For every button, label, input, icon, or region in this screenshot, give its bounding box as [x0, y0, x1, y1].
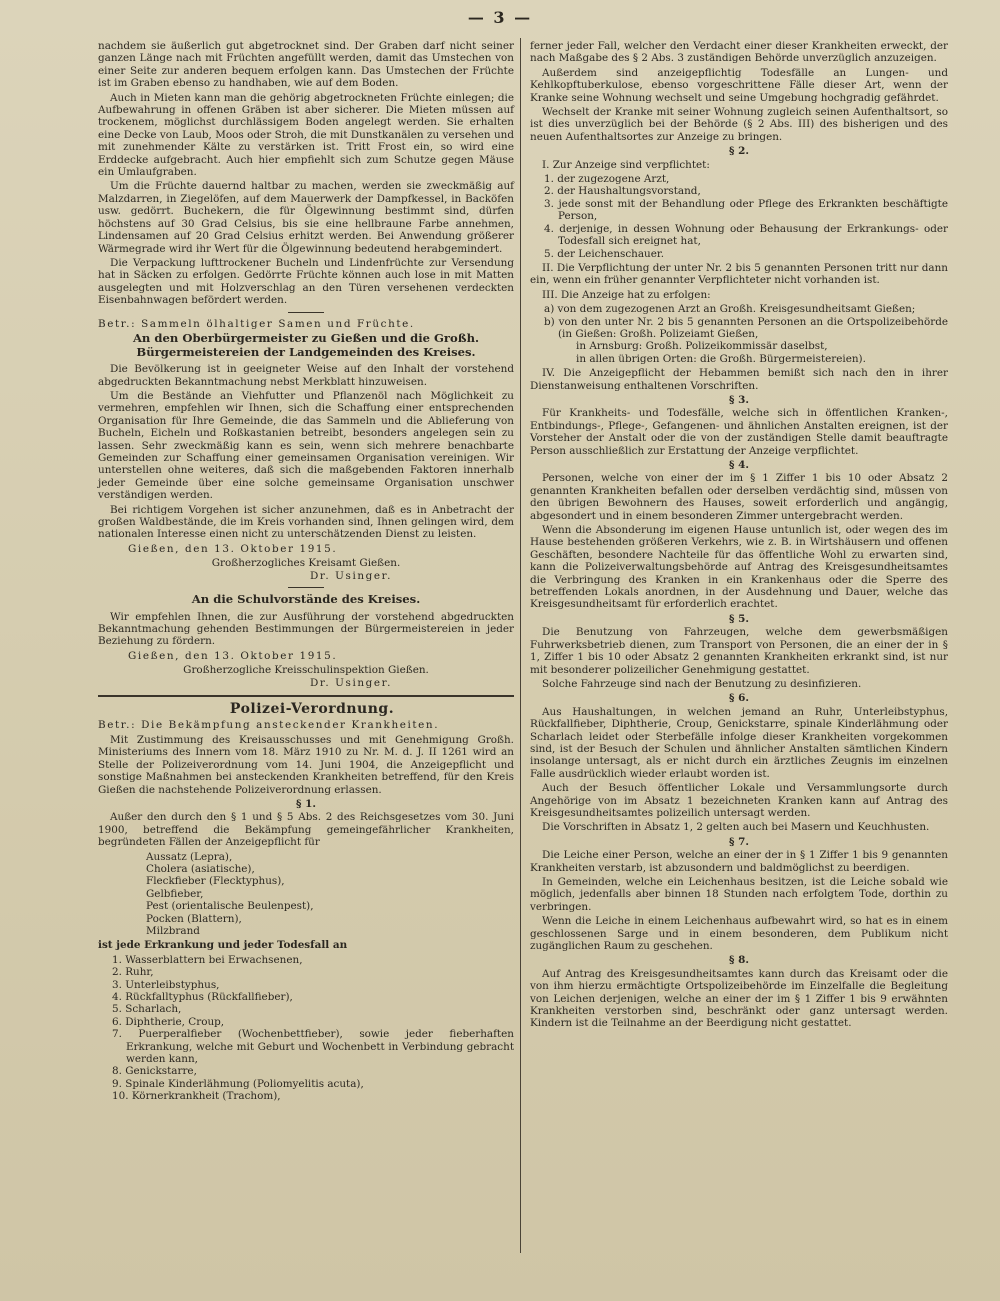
right-column — [530, 40, 948, 1032]
section-number: § 4. — [729, 459, 749, 471]
section-number: § 7. — [729, 835, 749, 848]
paragraph: Um die Bestände an Viehfutter und Pflanzenöl nach Möglichkeit zu vermehren, empfehlen wir Ihnen, sich die Schaffung einer entsprechenden Organisation für Ihre Gemeinde, die das Sammeln und die Ablieferung von Bucheln, Eicheln und Roßkastanien betreibt, besonders angelegen sein zu lassen. Sehr zweckmäßig kann es sein, wenn sich mehrere benachbarte Gemeinden zur Schaffung einer gemeinsamen Organisation vereinigen. Wir unterstellen ohne weiteres, daß sich die maßgebenden Faktoren innerhalb jeder Gemeinde über eine solche gemeinsame Organisation unschwer verständigen werden. — [98, 389, 514, 502]
list-item: 8. Genickstarre, — [112, 1065, 197, 1078]
list-item: Milzbrand — [146, 924, 200, 937]
section-heading: An die Schulvorstände des Kreises. — [191, 592, 421, 607]
reporting-list — [530, 303, 948, 365]
section-number: § 6. — [729, 692, 749, 705]
section-number: § 8. — [729, 954, 749, 967]
signature: Dr. Usinger. — [310, 676, 392, 689]
list-item: 4. Rückfalltyphus (Rückfallfieber), — [112, 991, 293, 1003]
paragraph: Wechselt der Kranke mit seiner Wohnung zugleich seinen Aufenthaltsort, so ist dies unverzüglich bei der Behörde (§ 2 Abs. III) des bisherigen und des neuen Aufenthaltsortes zur Anzeige zu bringen. — [530, 106, 948, 143]
separator-rule — [98, 695, 514, 697]
list-item: 3. Unterleibstyphus, — [112, 978, 220, 991]
paragraph: Wenn die Absonderung im eigenen Hause untunlich ist, oder wegen des im Hause bestehenden größeren Verkehrs, wie z. B. in Wirtshäusern und offenen Geschäften, besondere Nachteile für das öffentliche Wohl zu erwarten sind, kann die Polizeiverwaltungsbehörde auf Antrag des Kreisgesundheitsamtes die Verbringung des Kranken in ein Krankenhaus oder die Sperre des betreffenden Lokals anordnen, in der Ausdehnung und Dauer, welche das Kreisgesundheitsamt für erforderlich erachtet. — [530, 524, 948, 611]
date-line: Gießen, den 13. Oktober 1915. — [128, 542, 338, 555]
paragraph: Solche Fahrzeuge sind nach der Benutzung zu desinfizieren. — [542, 677, 862, 690]
paragraph: I. Zur Anzeige sind verpflichtet: — [542, 158, 710, 171]
list-item: Pocken (Blattern), — [146, 912, 242, 925]
paragraph: Auf Antrag des Kreisgesundheitsamtes kann durch das Kreisamt oder die von ihm hierzu ermächtigte Ortspolizeibehörde im Einzelfalle die Begleitung von Leichen derjenigen, welche an einer der im § 1 Ziffer 1 bis 9 erwähnten Krankheiten verstorben sind, beschränkt oder ganz untersagt werden. Kindern ist die Teilnahme an der Beerdigung nicht gestattet. — [530, 967, 948, 1030]
authority-line: Großherzogliche Kreisschulinspektion Gießen. — [183, 664, 429, 677]
list-item: 2. der Haushaltungsvorstand, — [544, 185, 701, 198]
section-heading: An den Oberbürgermeister zu Gießen und die Großh. Bürgermeistereien der Landgemeinden des Kreises. — [132, 330, 480, 359]
separator-rule — [288, 312, 324, 313]
paragraph: Personen, welche von einer der im § 1 Ziffer 1 bis 10 oder Absatz 2 genannten Krankheiten befallen oder derselben verdächtig sind, müssen von den übrigen Bewohnern des Hauses, soweit erforderlich und angängig, abgesondert und in einem besonderen Zimmer untergebracht werden. — [530, 472, 948, 522]
list-item: 5. Scharlach, — [112, 1003, 182, 1016]
paragraph: Die Leiche einer Person, welche an einer der in § 1 Ziffer 1 bis 9 genannten Krankheiten verstarb, ist abzusondern und baldmöglichst zu beerdigen. — [530, 849, 948, 874]
list-item: in Arnsburg: Großh. Polizeikommissär daselbst, — [576, 340, 828, 353]
list-item: 3. jede sonst mit der Behandlung oder Pflege des Erkrankten beschäftigte Person, — [544, 197, 948, 223]
section-number: § 5. — [729, 612, 749, 625]
left-column — [98, 40, 514, 1105]
list-item: Aussatz (Lepra), — [146, 850, 233, 863]
paragraph: II. Die Verpflichtung der unter Nr. 2 bis 5 genannten Personen tritt nur dann ein, wenn ein früher genannter Verpflichteter nicht vorhanden ist. — [530, 261, 948, 287]
list-item: a) von dem zugezogenen Arzt an Großh. Kreisgesundheitsamt Gießen; — [544, 303, 916, 316]
obligated-persons-list — [530, 173, 948, 260]
paragraph: Die Benutzung von Fahrzeugen, welche dem gewerbsmäßigen Fuhrwerksbetrieb dienen, zum Transport von Personen, die an einer der in § 1, Ziffer 1 bis 10 oder Absatz 2 genannten Krankheiten erkrankt sind, ist nur mit besonderer polizeilicher Genehmigung gestattet. — [530, 626, 948, 676]
disease-list — [98, 851, 514, 938]
section-number: § 3. — [729, 393, 749, 406]
signature: Dr. Usinger. — [310, 569, 392, 582]
paragraph: Wir empfehlen Ihnen, die zur Ausführung der vorstehend abgedruckten Bekanntmachung gehenden Bestimmungen der Bürgermeistereien in jeder Beziehung zu fördern. — [98, 610, 514, 648]
list-item: Fleckfieber (Flecktyphus), — [146, 875, 285, 888]
paragraph: Auch in Mieten kann man die gehörig abgetrockneten Früchte einlegen; die Aufbewahrung in offenen Gräben ist aber sicherer. Die Mieten müssen auf trockenem, möglichst durchlässigem Boden angelegt werden. Sie erhalten eine Decke von Laub, Moos oder Stroh, die mit Dunstkanälen zu versehen und mit zunehmender Kälte zu verstärken ist. Tritt Frost ein, so wird eine Erddecke aufgebracht. Auch hier empfiehlt sich zum Schutze gegen Mäuse ein Umlaufgraben. — [98, 91, 514, 179]
list-item: in allen übrigen Orten: die Großh. Bürgermeistereien). — [576, 352, 866, 365]
paragraph: Bei richtigem Vorgehen ist sicher anzunehmen, daß es in Anbetracht der großen Waldbestände, die im Kreis vorhanden sind, Ihnen gelingen wird, dem nationalen Interesse einen nicht zu unterschätzenden Dienst zu leisten. — [98, 503, 514, 541]
paragraph: Auch der Besuch öffentlicher Lokale und Versammlungsorte durch Angehörige von im Absatz 1 bezeichneten Kranken kann auf Antrag des Kreisgesundheitsamtes polizeilich untersagt werden. — [530, 782, 948, 819]
subject-line: Betr.: Die Bekämpfung ansteckender Krankheiten. — [98, 719, 440, 732]
date-line: Gießen, den 13. Oktober 1915. — [128, 649, 338, 662]
section-number: § 1. — [296, 797, 316, 810]
list-item: 4. derjenige, in dessen Wohnung oder Behausung der Erkrankungs- oder Todesfall sich ereignet hat, — [544, 222, 948, 248]
ordinance-title: Polizei-Verordnung. — [229, 701, 395, 718]
list-item: Pest (orientalische Beulenpest), — [146, 900, 314, 913]
paragraph: Die Verpackung lufttrockener Bucheln und Lindenfrüchte zur Versendung hat in Säcken zu erfolgen. Gedörrte Früchte können auch lose in mit Matten ausgelegten und mit Holzverschlag an den Türen versehenen verdeckten Eisenbahnwagen befördert werden. — [98, 256, 514, 307]
list-item: 7. Puerperalfieber (Wochenbettfieber), sowie jeder fieberhaften Erkrankung, welche mit Geburt und Wochenbett in Verbindung gebracht werden kann, — [112, 1028, 514, 1066]
list-item: 9. Spinale Kinderlähmung (Poliomyelitis acuta), — [112, 1077, 364, 1090]
paragraph: Mit Zustimmung des Kreisausschusses und mit Genehmigung Großh. Ministeriums des Innern vom 18. März 1910 zu Nr. M. d. J. II 1261 wird an Stelle der Polizeiverordnung vom 14. Juni 1904, die Anzeigepflicht und sonstige Maßnahmen bei ansteckenden Krankheiten betreffend, für den Kreis Gießen die nachstehende Polizeiverordnung erlassen. — [98, 733, 514, 796]
paragraph: Die Bevölkerung ist in geeigneter Weise auf den Inhalt der vorstehend abgedruckten Bekanntmachung nebst Merkblatt hinzuweisen. — [98, 363, 514, 388]
list-item: Cholera (asiatische), — [146, 862, 255, 875]
list-item: b) von den unter Nr. 2 bis 5 genannten Personen an die Ortspolizeibehörde (in Gießen: Großh. Polizeiamt Gießen, — [544, 315, 948, 340]
list-item: 6. Diphtherie, Croup, — [112, 1015, 225, 1028]
paragraph: ferner jeder Fall, welcher den Verdacht einer dieser Krankheiten erweckt, der nach Maßgabe des § 2 Abs. 3 zuständigen Behörde unverzüglich anzuzeigen. — [530, 40, 948, 65]
paragraph: nachdem sie äußerlich gut abgetrocknet sind. Der Graben darf nicht seiner ganzen Länge nach mit Früchten angefüllt werden, damit das Umstechen von einer Seite zur anderen bequem erfolgen kann. Das Umstechen der Früchte ist im Graben ebenso zu handhaben, wie auf dem Boden. — [98, 40, 514, 90]
list-item: 5. der Leichenschauer. — [544, 247, 665, 260]
paragraph: In Gemeinden, welche ein Leichenhaus besitzen, ist die Leiche sobald wie möglich, jedenfalls aber binnen 18 Stunden nach erfolgtem Tode, dorthin zu verbringen. — [530, 876, 948, 913]
section-number: § 2. — [729, 145, 749, 158]
list-item: 10. Körnerkrankheit (Trachom), — [112, 1090, 281, 1103]
list-item: Gelbfieber, — [146, 887, 204, 900]
paragraph: Die Vorschriften in Absatz 1, 2 gelten auch bei Masern und Keuchhusten. — [542, 821, 930, 834]
column-divider — [520, 38, 521, 1253]
list-item: 1. der zugezogene Arzt, — [544, 173, 670, 186]
paragraph: Für Krankheits- und Todesfälle, welche sich in öffentlichen Kranken-, Entbindungs-, Pflege-, Gefangenen- und ähnlichen Anstalten ereignen, ist der Vorsteher der Anstalt oder die von der zuständigen Stelle damit beauftragte Person ausschließlich zur Erstattung der Anzeige verpflichtet. — [530, 407, 948, 457]
paragraph: Außerdem sind anzeigepflichtig Todesfälle an Lungen- und Kehlkopftuberkulose, ebenso vorgeschrittene Fälle dieser Art, wenn der Kranke seine Wohnung wechselt und seine Umgebung hochgradig gefährdet. — [530, 66, 948, 104]
paragraph: Wenn die Leiche in einem Leichenhaus aufbewahrt wird, so hat es in einem geschlossenen Sarge und in einem besonderen, dem Publikum nicht zugänglichen Raum zu geschehen. — [530, 915, 948, 953]
paragraph: Um die Früchte dauernd haltbar zu machen, werden sie zweckmäßig auf Malzdarren, in Ziegelöfen, auf dem Mauerwerk der Dampfkessel, in Backöfen usw. gedörrt. Buchekern, die für Ölgewinnung bestimmt sind, dürfen höchstens auf 30 Grad Celsius, bis sie eine hellbraune Farbe annehmen, Lindensamen auf 20 Grad Celsius erhitzt werden. Bei Anwendung größerer Wärmegrade wird ihr Wert für die Ölgewinnung bedeutend herabgemindert. — [98, 180, 514, 255]
notifiable-disease-list — [98, 954, 514, 1103]
authority-line: Großherzogliches Kreisamt Gießen. — [211, 557, 401, 570]
paragraph: IV. Die Anzeigepflicht der Hebammen bemißt sich nach den in ihrer Dienstanweisung enthaltenen Vorschriften. — [530, 367, 948, 392]
subject-line: Betr.: Sammeln ölhaltiger Samen und Früchte. — [98, 317, 415, 330]
paragraph: Aus Haushaltungen, in welchen jemand an Ruhr, Unterleibstyphus, Rückfallfieber, Diphtherie, Croup, Genickstarre, spinale Kinderlähmung oder Scharlach leidet oder Sterbefälle infolge dieser Krankheiten vorgekommen sind, ist der Besuch der Schulen und ähnlicher Anstalten sämtlichen Kindern insolange untersagt, als er nicht durch ein ärztliches Zeugnis im einzelnen Falle ausdrücklich wieder erlaubt worden ist. — [530, 705, 948, 780]
paragraph: Außer den durch den § 1 und § 5 Abs. 2 des Reichsgesetzes vom 30. Juni 1900, betreffend die Bekämpfung gemeingefährlicher Krankheiten, begründeten Fällen der Anzeigepflicht für — [98, 811, 514, 849]
paragraph: ist jede Erkrankung und jeder Todesfall an — [98, 939, 348, 952]
paragraph: III. Die Anzeige hat zu erfolgen: — [542, 288, 711, 301]
separator-rule — [288, 587, 324, 588]
page-number: — 3 — — [467, 8, 533, 27]
list-item: 2. Ruhr, — [112, 966, 154, 979]
list-item: 1. Wasserblattern bei Erwachsenen, — [112, 953, 303, 966]
